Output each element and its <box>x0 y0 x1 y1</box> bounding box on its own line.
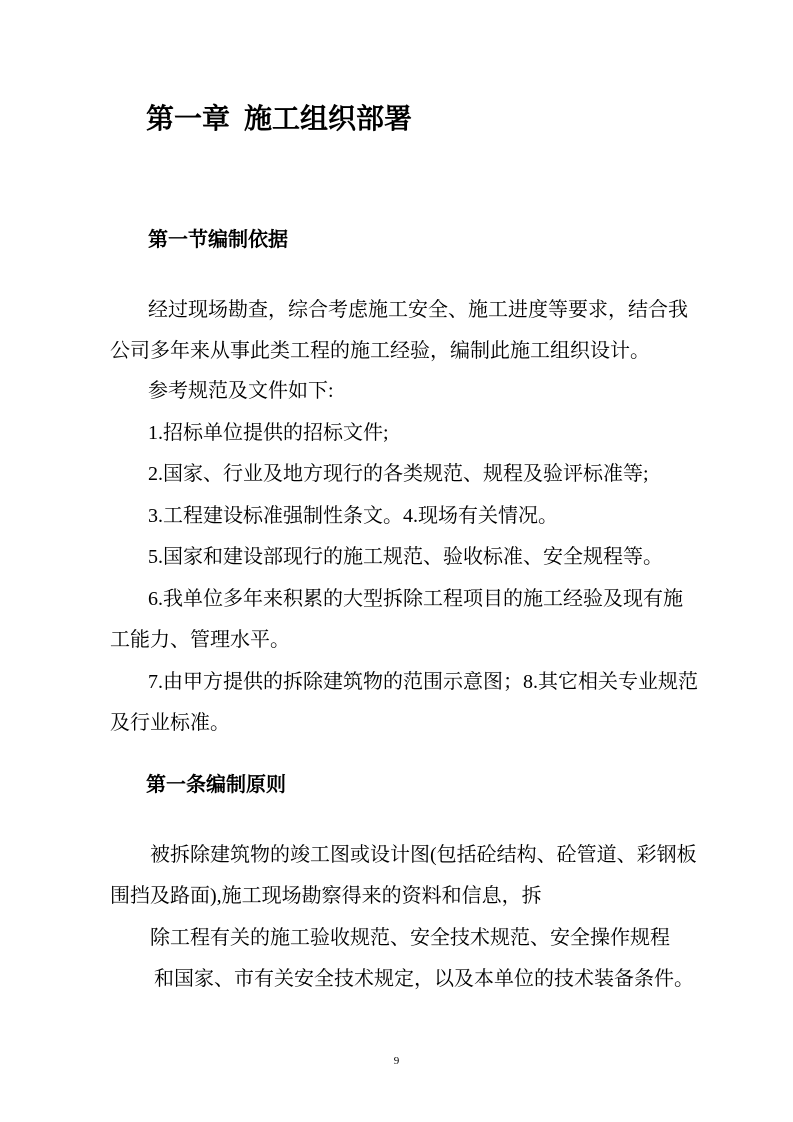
list-item: 工能力、管理水平。 <box>110 629 290 651</box>
page-number: 9 <box>393 1055 400 1067</box>
list-item: 7.由甲方提供的拆除建筑物的范围示意图；8.其它相关专业规范 <box>148 671 698 693</box>
paragraph-line: 围挡及路面),施工现场勘察得来的资料和信息，拆 <box>110 885 542 907</box>
paragraph-line: 参考规范及文件如下: <box>148 380 334 402</box>
chapter-title: 第一章 施工组织部署 <box>146 104 413 135</box>
paragraph-line: 和国家、市有关安全技术规定，以及本单位的技术装备条件。 <box>154 968 694 990</box>
section-heading-basis: 第一节编制依据 <box>148 229 288 251</box>
list-item: 6.我单位多年来积累的大型拆除工程项目的施工经验及现有施 <box>148 588 683 610</box>
list-item: 5.国家和建设部现行的施工规范、验收标准、安全规程等。 <box>148 546 663 568</box>
paragraph-line: 经过现场勘查，综合考虑施工安全、施工进度等要求，结合我 <box>148 299 688 321</box>
list-item: 2.国家、行业及地方现行的各类规范、规程及验评标准等; <box>148 463 649 485</box>
section-heading-principles: 第一条编制原则 <box>146 774 286 796</box>
list-item: 1.招标单位提供的招标文件; <box>148 422 389 444</box>
paragraph-line: 被拆除建筑物的竣工图或设计图(包括砼结构、砼管道、彩钢板 <box>150 844 697 866</box>
list-item: 及行业标准。 <box>110 712 230 734</box>
list-item: 3.工程建设标准强制性条文。4.现场有关情况。 <box>148 505 558 527</box>
paragraph-line: 公司多年来从事此类工程的施工经验，编制此施工组织设计。 <box>110 340 650 362</box>
paragraph-line: 除工程有关的施工验收规范、安全技术规范、安全操作规程 <box>150 927 670 949</box>
